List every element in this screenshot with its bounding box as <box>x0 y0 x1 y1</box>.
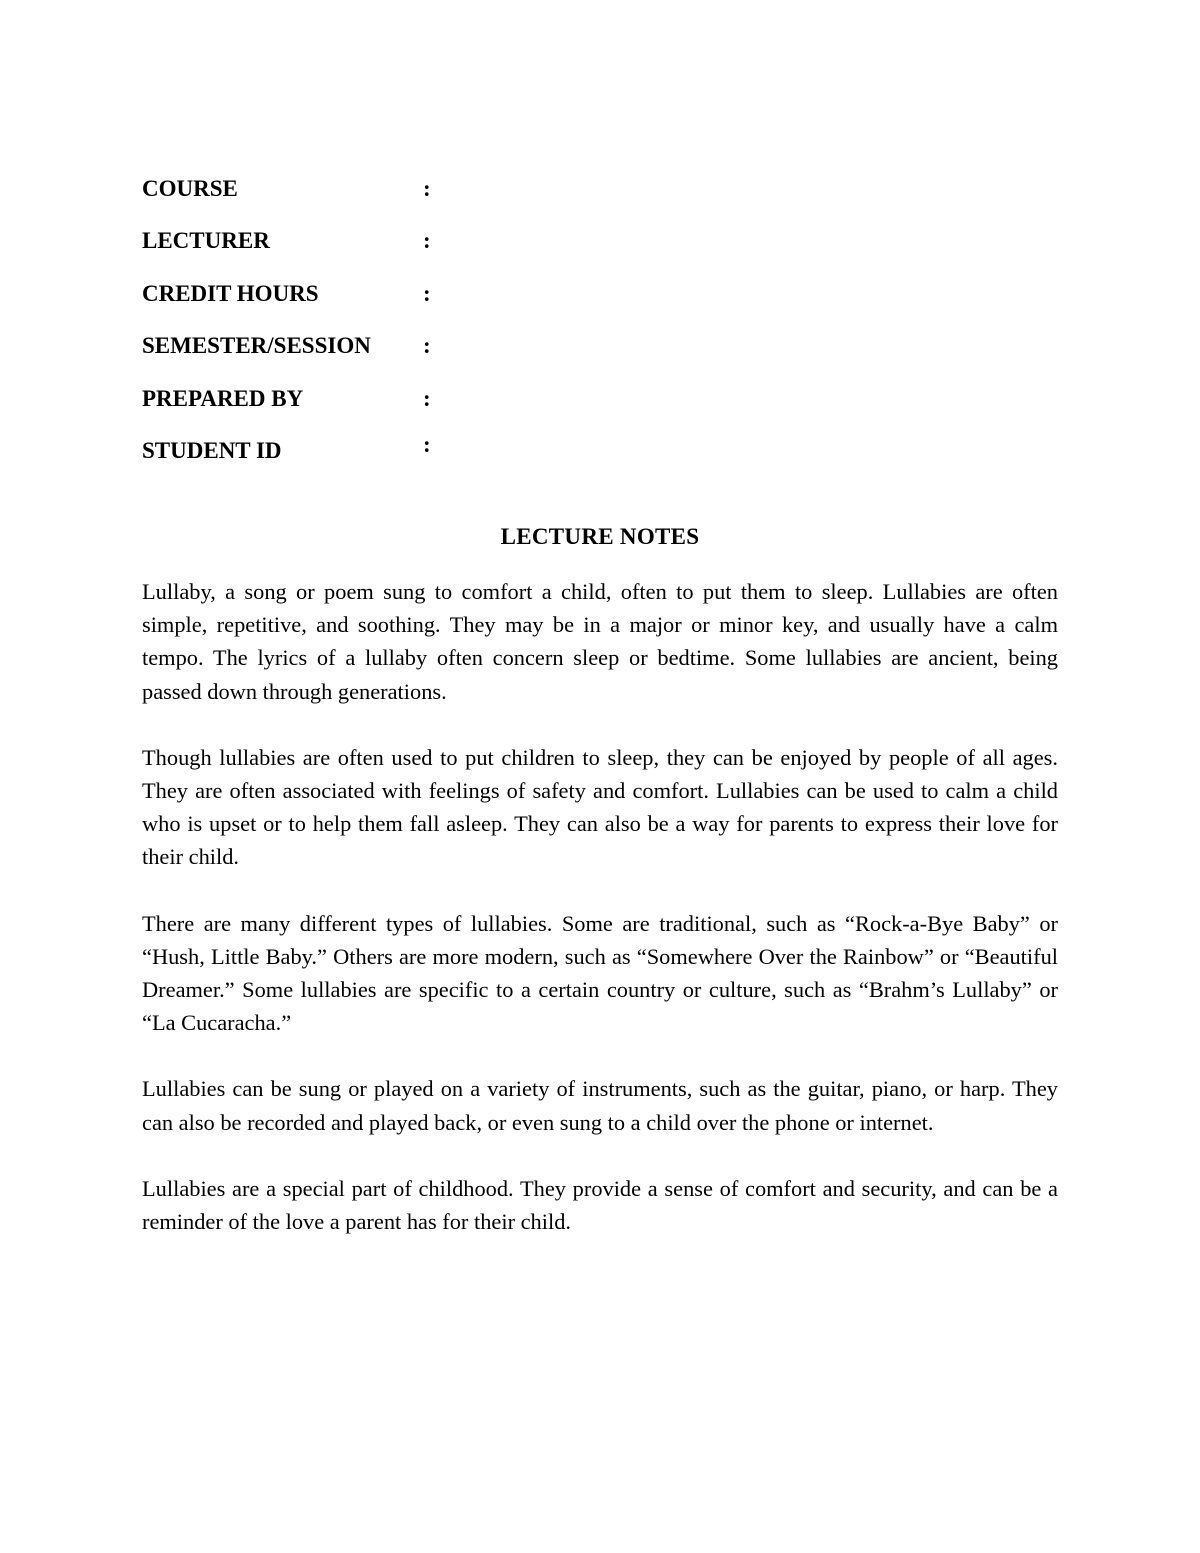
field-course <box>142 172 642 224</box>
paragraph: Lullabies can be sung or played on a variety of instruments, such as the guitar, piano, or harp. They can also be recorded and played back, or even sung to a child over the phone or internet. <box>142 1076 1058 1135</box>
paragraph: There are many different types of lullabies. Some are traditional, such as “Rock-a-Bye Baby” or “Hush, Little Baby.” Others are more modern, such as “Somewhere Over the Rainbow” or “Beautiful Dreamer.” Some lullabies are specific to a certain country or culture, such as “Brahm’s Lullaby” or “La Cucaracha.” <box>142 910 1058 1036</box>
field-label-prepared-by: PREPARED BY <box>142 385 304 411</box>
field-student-id <box>142 431 642 486</box>
field-label-lecturer: LECTURER <box>142 228 270 254</box>
field-label-course: COURSE <box>142 176 238 201</box>
field-label-credit-hours: CREDIT HOURS <box>142 280 319 306</box>
notes-body <box>142 575 1058 1271</box>
field-separator: : <box>423 280 431 306</box>
field-separator: : <box>423 228 431 254</box>
paragraph: Lullabies are a special part of childhood. They provide a sense of comfort and security, and can be a reminder of the love a parent has for their child. <box>142 1175 1058 1235</box>
lecture-notes-title: LECTURE NOTES <box>500 524 700 549</box>
field-separator: : <box>423 431 431 457</box>
header-fields <box>142 172 642 486</box>
field-prepared-by <box>142 382 642 434</box>
paragraph: Lullaby, a song or poem sung to comfort a child, often to put them to sleep. Lullabies are often simple, repetitive, and soothing. They may be in a major or minor key, and usually have a calm tempo. The lyrics of a lullaby often concern sleep or bedtime. Some lullabies are ancient, being passed down through generations. <box>142 579 1058 704</box>
field-semester-session <box>142 329 642 381</box>
field-separator: : <box>423 385 431 411</box>
field-label-student-id: STUDENT ID <box>142 437 282 463</box>
paragraph: Though lullabies are often used to put children to sleep, they can be enjoyed by people of all ages. They are often associated with feelings of safety and comfort. Lullabies can be used to calm a child who is upset or to help them fall asleep. They can also be a way for parents to express their love for their child. <box>142 744 1058 870</box>
field-separator: : <box>423 176 431 201</box>
field-separator: : <box>423 333 431 359</box>
field-label-semester-session: SEMESTER/SESSION <box>142 333 371 359</box>
field-credit-hours <box>142 277 642 329</box>
field-lecturer <box>142 224 642 276</box>
